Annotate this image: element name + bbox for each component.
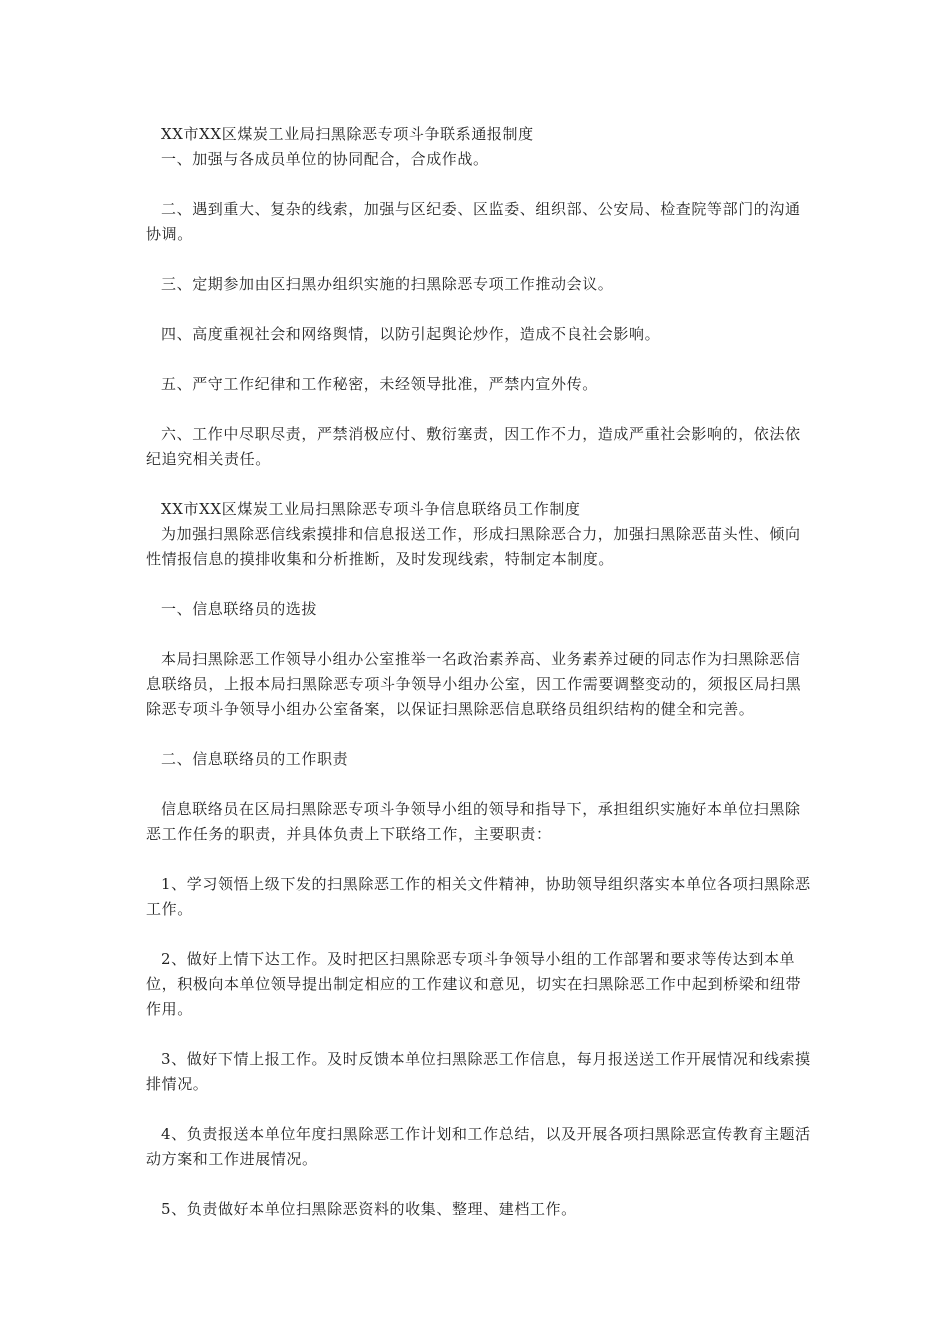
paragraph-item-6: 六、工作中尽职尽责，严禁消极应付、敷衍塞责，因工作不力，造成严重社会影响的，依法依纪追究相关责任。 xyxy=(146,425,801,468)
duty-item-3: 3、做好下情上报工作。及时反馈本单位扫黑除恶工作信息，每月报送送工作开展情况和线索摸排情况。 xyxy=(146,1050,811,1093)
paragraph-item-4: 四、高度重视社会和网络舆情，以防引起舆论炒作，造成不良社会影响。 xyxy=(161,325,661,343)
section-title-liaison-officer: XX市XX区煤炭工业局扫黑除恶专项斗争信息联络员工作制度 xyxy=(161,500,581,518)
subheading-duties: 二、信息联络员的工作职责 xyxy=(161,750,349,768)
paragraph-selection: 本局扫黑除恶工作领导小组办公室推举一名政治素养高、业务素养过硬的同志作为扫黑除恶信息联络员，上报本局扫黑除恶专项斗争领导小组办公室，因工作需要调整变动的，须报区局扫黑除恶专项斗争领导小组办公室备案，以保证扫黑除恶信息联络员组织结构的健全和完善。 xyxy=(146,650,802,718)
paragraph-intro: 为加强扫黑除恶信线索摸排和信息报送工作，形成扫黑除恶合力，加强扫黑除恶苗头性、倾向性情报信息的摸排收集和分析推断，及时发现线索，特制定本制度。 xyxy=(146,525,801,568)
paragraph-item-3: 三、定期参加由区扫黑办组织实施的扫黑除恶专项工作推动会议。 xyxy=(161,275,614,293)
paragraph-item-2: 二、遇到重大、复杂的线索，加强与区纪委、区监委、组织部、公安局、检查院等部门的沟通协调。 xyxy=(146,200,801,243)
paragraph-item-1: 一、加强与各成员单位的协同配合，合成作战。 xyxy=(161,150,489,168)
paragraph-duties: 信息联络员在区局扫黑除恶专项斗争领导小组的领导和指导下，承担组织实施好本单位扫黑除恶工作任务的职责，并具体负责上下联络工作，主要职责： xyxy=(146,800,801,843)
duty-item-1: 1、学习领悟上级下发的扫黑除恶工作的相关文件精神，协助领导组织落实本单位各项扫黑除恶工作。 xyxy=(146,875,811,918)
paragraph-item-5: 五、严守工作纪律和工作秘密，未经领导批准，严禁内宣外传。 xyxy=(161,375,598,393)
subheading-selection: 一、信息联络员的选拔 xyxy=(161,600,318,618)
duty-item-2: 2、做好上情下达工作。及时把区扫黑除恶专项斗争领导小组的工作部署和要求等传达到本单位，积极向本单位领导提出制定相应的工作建议和意见，切实在扫黑除恶工作中起到桥梁和纽带作用。 xyxy=(146,950,802,1018)
duty-item-4: 4、负责报送本单位年度扫黑除恶工作计划和工作总结，以及开展各项扫黑除恶宣传教育主题活动方案和工作进展情况。 xyxy=(146,1125,811,1168)
document-body xyxy=(146,122,816,1222)
duty-item-5: 5、负责做好本单位扫黑除恶资料的收集、整理、建档工作。 xyxy=(161,1200,577,1218)
section-title-liaison-reporting: XX市XX区煤炭工业局扫黑除恶专项斗争联系通报制度 xyxy=(161,125,534,143)
